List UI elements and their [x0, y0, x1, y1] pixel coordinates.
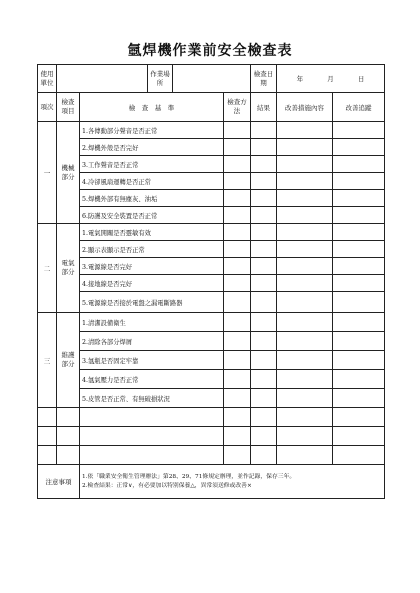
- tracking-cell[interactable]: [333, 173, 385, 190]
- result-cell[interactable]: [251, 122, 277, 139]
- improvement-cell[interactable]: [277, 258, 333, 275]
- empty-row: [38, 446, 385, 465]
- group-1-name: 機械部分: [57, 122, 80, 224]
- improvement-cell[interactable]: [277, 275, 333, 292]
- table-row: [38, 139, 385, 156]
- empty-cell[interactable]: [224, 446, 251, 465]
- month-label: 月: [327, 75, 334, 83]
- day-label: 日: [357, 75, 365, 83]
- check-item-text: 4.接地線是否完好: [80, 275, 224, 292]
- result-cell[interactable]: [251, 241, 277, 258]
- result-cell[interactable]: [251, 351, 277, 370]
- improvement-cell[interactable]: [277, 389, 333, 408]
- notes-row: [38, 465, 385, 499]
- empty-cell[interactable]: [38, 446, 57, 465]
- check-method-cell[interactable]: [224, 190, 251, 207]
- check-method-cell[interactable]: [224, 332, 251, 351]
- empty-cell[interactable]: [80, 408, 224, 427]
- empty-row: [38, 427, 385, 446]
- check-item-text: 1.各傳動部分聲音是否正常: [80, 122, 224, 139]
- col-improvement: 改善措施內容: [277, 93, 333, 122]
- table-row: [38, 224, 385, 241]
- check-item-text: 5.電源線是否接於電盤之漏電斷路器: [80, 292, 224, 313]
- empty-cell[interactable]: [333, 408, 385, 427]
- check-item-text: 2.顯示表顯示是否正常: [80, 241, 224, 258]
- check-method-cell[interactable]: [224, 173, 251, 190]
- table-row: [38, 332, 385, 351]
- year-label: 年: [296, 75, 304, 83]
- empty-cell[interactable]: [333, 427, 385, 446]
- check-method-cell[interactable]: [224, 207, 251, 224]
- check-method-cell[interactable]: [224, 351, 251, 370]
- group-3-name: 維護部分: [57, 313, 80, 408]
- check-item-text: 1.清潔設備衛生: [80, 313, 224, 332]
- improvement-cell[interactable]: [277, 313, 333, 332]
- improvement-cell[interactable]: [277, 207, 333, 224]
- table-row: [38, 173, 385, 190]
- check-method-cell[interactable]: [224, 224, 251, 241]
- empty-cell[interactable]: [251, 408, 277, 427]
- group-2-name: 電氣部分: [57, 224, 80, 313]
- user-unit-label: 使用單位: [38, 65, 57, 93]
- improvement-cell[interactable]: [277, 370, 333, 389]
- empty-row: [38, 408, 385, 427]
- empty-cell[interactable]: [277, 408, 333, 427]
- result-cell[interactable]: [251, 207, 277, 224]
- check-item-text: 3.工作聲音是否正常: [80, 156, 224, 173]
- tracking-cell[interactable]: [333, 275, 385, 292]
- user-unit-field[interactable]: [57, 65, 148, 93]
- improvement-cell[interactable]: [277, 224, 333, 241]
- tracking-cell[interactable]: [333, 292, 385, 313]
- check-method-cell[interactable]: [224, 292, 251, 313]
- table-row: [38, 241, 385, 258]
- result-cell[interactable]: [251, 156, 277, 173]
- check-item-text: 5.皮管是否正常、有無破損狀況: [80, 389, 224, 408]
- col-check-item: 檢查項目: [57, 93, 80, 122]
- improvement-cell[interactable]: [277, 351, 333, 370]
- note-line-2: 2.檢查結果：正常∨，有必要加以特別保養△，異常須送修或改善×: [82, 482, 252, 489]
- check-item-text: 2.焊機外殼是否完好: [80, 139, 224, 156]
- col-result: 結果: [251, 93, 277, 122]
- table-row: [38, 156, 385, 173]
- empty-cell[interactable]: [57, 408, 80, 427]
- result-cell[interactable]: [251, 332, 277, 351]
- page-title: 氬焊機作業前安全檢查表: [127, 43, 293, 59]
- note-line-1: 1.依「職業安全衛生管理辦法」第28、29、71條規定辦理，並作記錄，保存三年。: [82, 473, 296, 480]
- improvement-cell[interactable]: [277, 139, 333, 156]
- col-item-no: 項次: [38, 93, 57, 122]
- tracking-cell[interactable]: [333, 389, 385, 408]
- column-header-row: [38, 93, 385, 122]
- table-row: [38, 370, 385, 389]
- check-item-text: 2.清除各部分焊屑: [80, 332, 224, 351]
- improvement-cell[interactable]: [277, 156, 333, 173]
- table-row: [38, 207, 385, 224]
- empty-cell[interactable]: [224, 408, 251, 427]
- tracking-cell[interactable]: [333, 332, 385, 351]
- check-method-cell[interactable]: [224, 370, 251, 389]
- check-item-text: 4.冷卻風扇運轉是否正常: [80, 173, 224, 190]
- col-check-method: 檢查方法: [224, 93, 251, 122]
- result-cell[interactable]: [251, 190, 277, 207]
- table-row: [38, 258, 385, 275]
- improvement-cell[interactable]: [277, 122, 333, 139]
- check-method-cell[interactable]: [224, 258, 251, 275]
- tracking-cell[interactable]: [333, 258, 385, 275]
- tracking-cell[interactable]: [333, 190, 385, 207]
- empty-cell[interactable]: [251, 427, 277, 446]
- col-tracking: 改善追蹤: [333, 93, 385, 122]
- table-row: [38, 190, 385, 207]
- table-row: [38, 275, 385, 292]
- improvement-cell[interactable]: [277, 241, 333, 258]
- tracking-cell[interactable]: [333, 224, 385, 241]
- check-item-text: 1.電氣開關是否靈敏有效: [80, 224, 224, 241]
- group-3-no: 三: [38, 313, 57, 408]
- notes-label: 注意事項: [38, 465, 80, 499]
- improvement-cell[interactable]: [277, 173, 333, 190]
- check-method-cell[interactable]: [224, 156, 251, 173]
- empty-cell[interactable]: [251, 446, 277, 465]
- result-cell[interactable]: [251, 389, 277, 408]
- empty-cell[interactable]: [57, 427, 80, 446]
- notes-content: [80, 465, 385, 499]
- result-cell[interactable]: [251, 258, 277, 275]
- result-cell[interactable]: [251, 139, 277, 156]
- table-row: [38, 351, 385, 370]
- empty-cell[interactable]: [224, 427, 251, 446]
- tracking-cell[interactable]: [333, 207, 385, 224]
- empty-cell[interactable]: [38, 408, 57, 427]
- empty-cell[interactable]: [277, 427, 333, 446]
- empty-cell[interactable]: [38, 427, 57, 446]
- check-item-text: 6.防護及安全裝置是否正常: [80, 207, 224, 224]
- check-method-cell[interactable]: [224, 241, 251, 258]
- tracking-cell[interactable]: [333, 313, 385, 332]
- improvement-cell[interactable]: [277, 190, 333, 207]
- check-item-text: 4.氬氣壓力是否正常: [80, 370, 224, 389]
- empty-cell[interactable]: [333, 446, 385, 465]
- check-date-field[interactable]: [277, 65, 385, 93]
- check-item-text: 3.氬瓶是否固定牢靠: [80, 351, 224, 370]
- result-cell[interactable]: [251, 313, 277, 332]
- result-cell[interactable]: [251, 370, 277, 389]
- check-item-text: 5.焊機外部有無塵灰、油垢: [80, 190, 224, 207]
- group-1-no: 一: [38, 122, 57, 224]
- check-method-cell[interactable]: [224, 275, 251, 292]
- result-cell[interactable]: [251, 292, 277, 313]
- table-row: [38, 389, 385, 408]
- group-2-no: 二: [38, 224, 57, 313]
- work-place-field[interactable]: [173, 65, 251, 93]
- inspection-table: [37, 64, 385, 499]
- check-date-label: 檢查日期: [251, 65, 277, 93]
- table-row: [38, 292, 385, 313]
- result-cell[interactable]: [251, 173, 277, 190]
- check-method-cell[interactable]: [224, 139, 251, 156]
- col-check-standard: 檢 查 基 準: [80, 93, 224, 122]
- result-cell[interactable]: [251, 275, 277, 292]
- result-cell[interactable]: [251, 224, 277, 241]
- tracking-cell[interactable]: [333, 156, 385, 173]
- check-method-cell[interactable]: [224, 122, 251, 139]
- tracking-cell[interactable]: [333, 370, 385, 389]
- table-row: [38, 313, 385, 332]
- work-place-label: 作業場所: [148, 65, 173, 93]
- empty-cell[interactable]: [80, 427, 224, 446]
- check-method-cell[interactable]: [224, 389, 251, 408]
- improvement-cell[interactable]: [277, 332, 333, 351]
- tracking-cell[interactable]: [333, 351, 385, 370]
- empty-cell[interactable]: [277, 446, 333, 465]
- check-item-text: 3.電源線是否完好: [80, 258, 224, 275]
- tracking-cell[interactable]: [333, 139, 385, 156]
- check-method-cell[interactable]: [224, 313, 251, 332]
- improvement-cell[interactable]: [277, 292, 333, 313]
- empty-cell[interactable]: [80, 446, 224, 465]
- table-row: [38, 122, 385, 139]
- tracking-cell[interactable]: [333, 241, 385, 258]
- tracking-cell[interactable]: [333, 122, 385, 139]
- empty-cell[interactable]: [57, 446, 80, 465]
- header-info-row: [38, 65, 385, 93]
